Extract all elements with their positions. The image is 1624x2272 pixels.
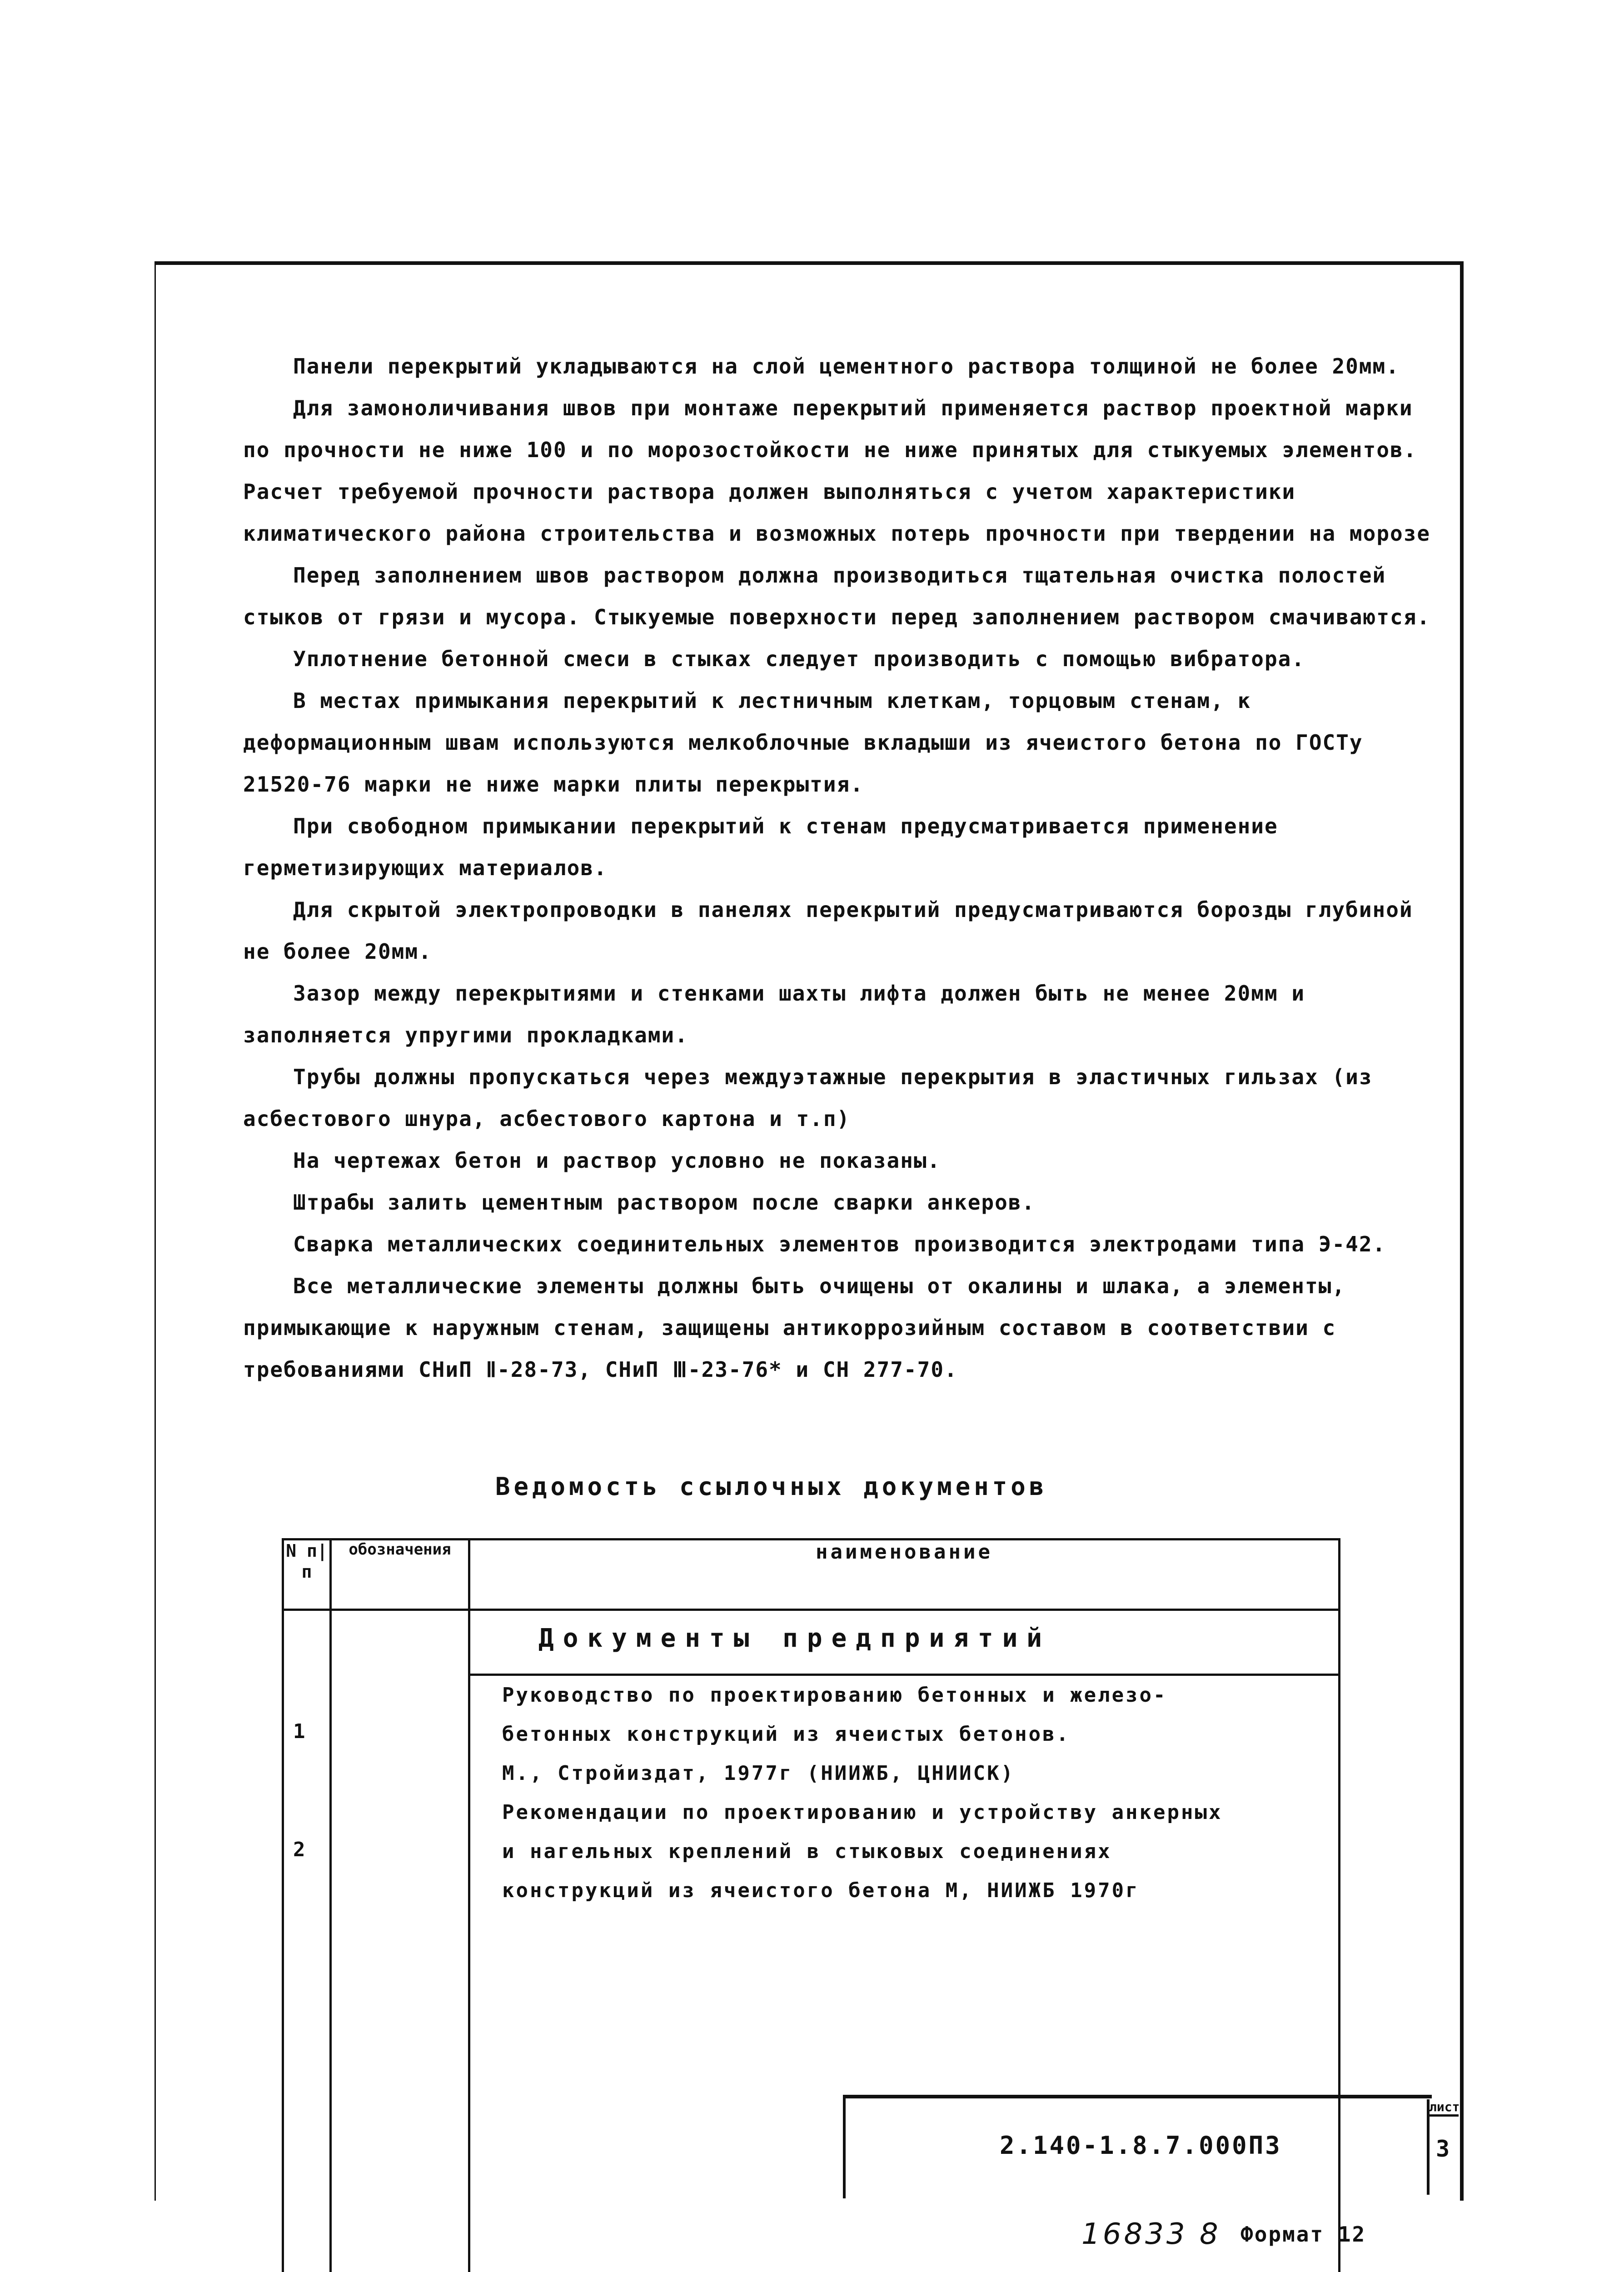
note-paragraph: Зазор между перекрытиями и стенками шахты лифта должен быть не менее 20мм и заполняется упругими прокладками. [243,981,1305,1047]
list-item: М., Стройиздат, 1977г (НИИЖБ, ЦНИИСК) [502,1762,1015,1785]
list-item: и нагельных креплений в стыковых соединениях [502,1840,1112,1863]
sheet-label: лист [1429,2099,1459,2117]
note-paragraph: Для замоноличивания швов при монтаже перекрытий применяется раствор проектной марки по прочности не ниже 100 и по морозостойкости не ниже принятых для стыкуемых элементов. Расчет требуемой прочности раствора должен выполняться с учетом характеристики климатического района строительства и возможных потерь прочности при твердении на морозе [243,396,1431,546]
entries-list [470,1676,1338,1910]
note-paragraph: Уплотнение бетонной смеси в стыках следует производить с помощью вибратора. [293,647,1305,671]
note-paragraph: Сварка металлических соединительных элементов производится электродами типа Э-42. [293,1232,1386,1256]
list-item: Руководство по проектированию бетонных и железо- [502,1684,1167,1707]
note-paragraph: Для скрытой электропроводки в панелях перекрытий предусматриваются борозды глубиной не более 20мм. [243,897,1413,964]
note-paragraph: Панели перекрытий укладываются на слой цементного раствора толщиной не более 20мм. [293,354,1400,379]
format-label: Формат 12 [1240,2222,1366,2247]
explanatory-notes [243,345,1434,1390]
header-name: наименование [469,1540,1340,1610]
header-num: N п|п [283,1540,331,1610]
table-header-row [283,1540,1340,1610]
list-item: Рекомендации по проектированию и устройству анкерных [502,1801,1223,1824]
note-paragraph: При свободном примыкании перекрытий к стенам предусматривается применение герметизирующих материалов. [243,814,1278,880]
reference-docs-title: Ведомость ссылочных документов [495,1472,1048,1501]
note-paragraph: Перед заполнением швов раствором должна производиться тщательная очистка полостей стыков от грязи и мусора. Стыкуемые поверхности перед заполнением раствором смачиваются. [243,563,1431,629]
handwritten-number: 16833 8 [1081,2217,1221,2251]
drawing-code: 2.140-1.8.7.000ПЗ [1000,2131,1282,2160]
header-code: обозначения [331,1540,469,1610]
note-paragraph: Штрабы залить цементным раствором после сварки анкеров. [293,1190,1036,1215]
list-item: бетонных конструкций из ячеистых бетонов. [502,1723,1071,1746]
note-paragraph: Все металлические элементы должны быть очищены от окалины и шлака, а элементы, примыкающие к наружным стенам, защищены антикоррозийным составом в соответствии с требованиями СНиП Ⅱ-28-73, СНиП Ⅲ-23-76* и СН 277-70. [243,1274,1346,1382]
section-title: Документы предприятий [470,1611,1338,1676]
entry-num: 2 [293,1838,305,1861]
code-column [331,1610,469,2272]
num-column [283,1610,331,2272]
list-item: конструкций из ячеистого бетона М, НИИЖБ 1970г [502,1879,1140,1902]
sheet-number: 3 [1436,2136,1450,2162]
note-paragraph: На чертежах бетон и раствор условно не показаны. [293,1148,941,1173]
entry-num: 1 [293,1720,305,1743]
note-paragraph: В местах примыкания перекрытий к лестничным клеткам, торцовым стенам, к деформационным швам используются мелкоблочные вкладыши из ячеистого бетона по ГОСТу 21520-76 марки не ниже марки плиты перекрытия. [243,688,1363,797]
note-paragraph: Трубы должны пропускаться через междуэтажные перекрытия в эластичных гильзах (из асбестового шнура, асбестового картона и т.п) [243,1065,1373,1131]
